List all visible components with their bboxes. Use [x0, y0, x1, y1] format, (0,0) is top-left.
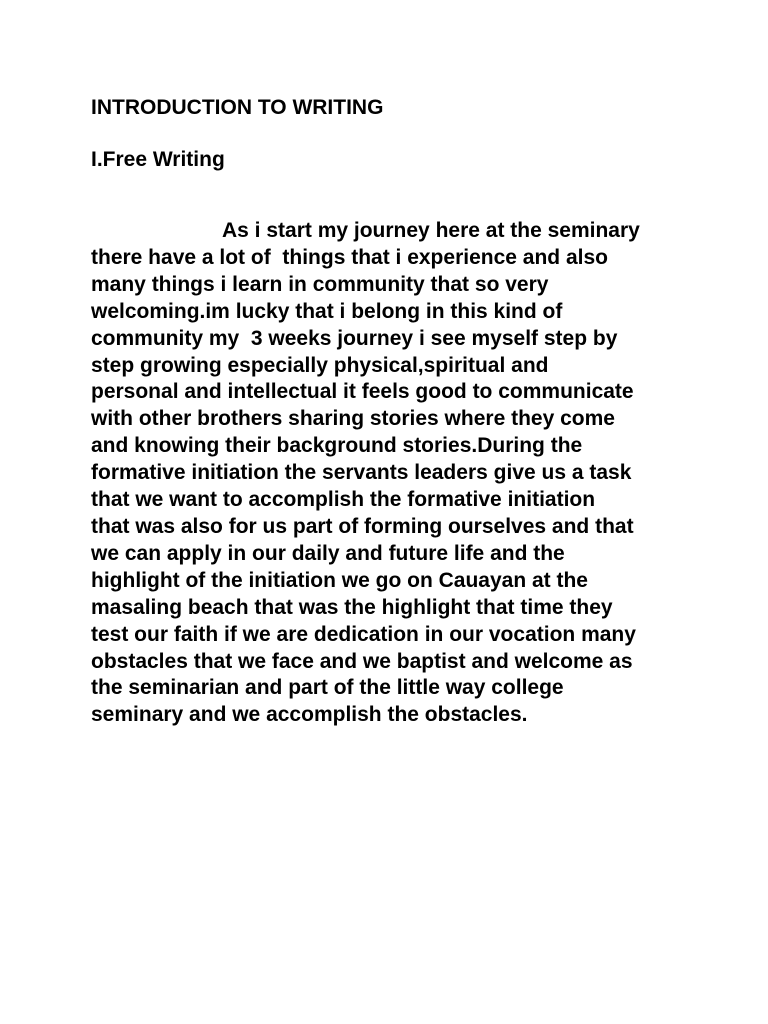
paragraph-line: formative initiation the servants leaders give us a task — [91, 461, 632, 485]
paragraph-line: test our faith if we are dedication in our vocation many — [91, 622, 636, 646]
paragraph-line: personal and intellectual it feels good to communicate — [91, 380, 634, 404]
section-heading: I.Free Writing — [91, 148, 225, 171]
paragraph-line: there have a lot of things that i experience and also — [91, 245, 608, 269]
paragraph-line: community my 3 weeks journey i see myself step by — [91, 326, 618, 350]
paragraph-line: and knowing their background stories.During the — [91, 434, 583, 458]
paragraph-line: that we want to accomplish the formative initiation — [91, 488, 596, 512]
free-writing-paragraph — [91, 218, 691, 729]
paragraph-line: As i start my journey here at the seminary — [222, 219, 640, 242]
paragraph-line: many things i learn in community that so very — [91, 272, 549, 296]
paragraph-line: the seminarian and part of the little way college — [91, 676, 564, 700]
paragraph-line: highlight of the initiation we go on Cauayan at the — [91, 568, 588, 592]
paragraph-line: with other brothers sharing stories where they come — [91, 407, 615, 431]
paragraph-line: that was also for us part of forming ourselves and that — [91, 514, 634, 538]
paragraph-line: we can apply in our daily and future life and the — [91, 541, 565, 565]
paragraph-line: masaling beach that was the highlight that time they — [91, 595, 613, 619]
document-title: INTRODUCTION TO WRITING — [91, 96, 384, 119]
paragraph-line: step growing especially physical,spiritual and — [91, 353, 549, 377]
paragraph-line: obstacles that we face and we baptist and welcome as — [91, 649, 633, 673]
paragraph-line: welcoming.im lucky that i belong in this kind of — [91, 299, 563, 323]
paragraph-line: seminary and we accomplish the obstacles. — [91, 703, 528, 727]
